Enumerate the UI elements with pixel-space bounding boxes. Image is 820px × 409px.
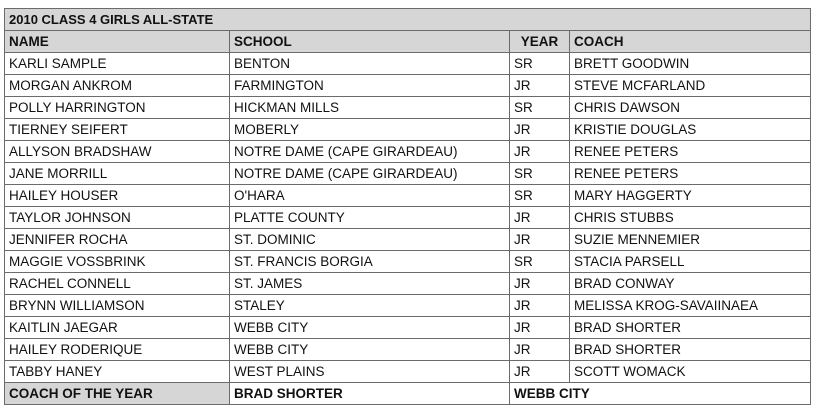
column-header-year: YEAR [510,31,570,53]
cell-school: WEBB CITY [230,317,510,339]
cell-school: NOTRE DAME (CAPE GIRARDEAU) [230,141,510,163]
cell-school: FARMINGTON [230,75,510,97]
table-row [5,119,811,141]
cell-coach: BRETT GOODWIN [570,53,811,75]
cell-coach: RENEE PETERS [570,163,811,185]
cell-coach: BRAD SHORTER [570,317,811,339]
column-header-coach: COACH [570,31,811,53]
cell-year: JR [510,75,570,97]
cell-name: TAYLOR JOHNSON [5,207,230,229]
cell-coach: BRAD CONWAY [570,273,811,295]
all-state-table [4,8,811,405]
cell-year: SR [510,53,570,75]
cell-school: O'HARA [230,185,510,207]
cell-school: ST. FRANCIS BORGIA [230,251,510,273]
cell-name: MAGGIE VOSSBRINK [5,251,230,273]
cell-school: HICKMAN MILLS [230,97,510,119]
cell-name: TABBY HANEY [5,361,230,383]
table-row [5,317,811,339]
cell-year: JR [510,295,570,317]
table-row [5,229,811,251]
cell-coach: CHRIS DAWSON [570,97,811,119]
cell-name: KARLI SAMPLE [5,53,230,75]
table-row [5,75,811,97]
cell-name: TIERNEY SEIFERT [5,119,230,141]
cell-coach: SCOTT WOMACK [570,361,811,383]
coach-of-the-year-label: COACH OF THE YEAR [5,383,230,405]
table-row [5,339,811,361]
cell-year: JR [510,339,570,361]
table-row [5,273,811,295]
cell-year: SR [510,163,570,185]
cell-name: JENNIFER ROCHA [5,229,230,251]
coach-of-the-year-name: BRAD SHORTER [230,383,510,405]
cell-name: ALLYSON BRADSHAW [5,141,230,163]
cell-school: MOBERLY [230,119,510,141]
cell-school: BENTON [230,53,510,75]
cell-year: SR [510,97,570,119]
cell-name: MORGAN ANKROM [5,75,230,97]
table-row [5,163,811,185]
cell-coach: BRAD SHORTER [570,339,811,361]
cell-year: JR [510,317,570,339]
cell-coach: KRISTIE DOUGLAS [570,119,811,141]
cell-school: ST. JAMES [230,273,510,295]
all-state-table-container [4,8,811,405]
cell-year: SR [510,185,570,207]
cell-coach: STACIA PARSELL [570,251,811,273]
cell-name: RACHEL CONNELL [5,273,230,295]
cell-name: POLLY HARRINGTON [5,97,230,119]
cell-school: WEBB CITY [230,339,510,361]
cell-name: HAILEY RODERIQUE [5,339,230,361]
column-header-name: NAME [5,31,230,53]
cell-year: SR [510,251,570,273]
cell-coach: SUZIE MENNEMIER [570,229,811,251]
cell-year: JR [510,119,570,141]
cell-school: NOTRE DAME (CAPE GIRARDEAU) [230,163,510,185]
column-header-school: SCHOOL [230,31,510,53]
coach-of-the-year-row [5,383,811,405]
cell-coach: CHRIS STUBBS [570,207,811,229]
cell-year: JR [510,273,570,295]
table-row [5,207,811,229]
cell-year: JR [510,207,570,229]
cell-coach: STEVE MCFARLAND [570,75,811,97]
cell-name: HAILEY HOUSER [5,185,230,207]
table-header-row [5,31,811,53]
cell-year: JR [510,229,570,251]
table-row [5,361,811,383]
table-row [5,295,811,317]
cell-name: KAITLIN JAEGAR [5,317,230,339]
table-row [5,97,811,119]
cell-year: JR [510,361,570,383]
cell-school: ST. DOMINIC [230,229,510,251]
cell-coach: RENEE PETERS [570,141,811,163]
coach-of-the-year-school: WEBB CITY [510,383,811,405]
table-title-row [5,9,811,31]
table-row [5,141,811,163]
table-row [5,53,811,75]
table-title: 2010 CLASS 4 GIRLS ALL-STATE [5,9,811,31]
table-row [5,185,811,207]
cell-coach: MELISSA KROG-SAVAIINAEA [570,295,811,317]
cell-year: JR [510,141,570,163]
cell-school: WEST PLAINS [230,361,510,383]
cell-name: JANE MORRILL [5,163,230,185]
cell-school: STALEY [230,295,510,317]
cell-name: BRYNN WILLIAMSON [5,295,230,317]
table-row [5,251,811,273]
table-body [5,53,811,383]
cell-school: PLATTE COUNTY [230,207,510,229]
cell-coach: MARY HAGGERTY [570,185,811,207]
